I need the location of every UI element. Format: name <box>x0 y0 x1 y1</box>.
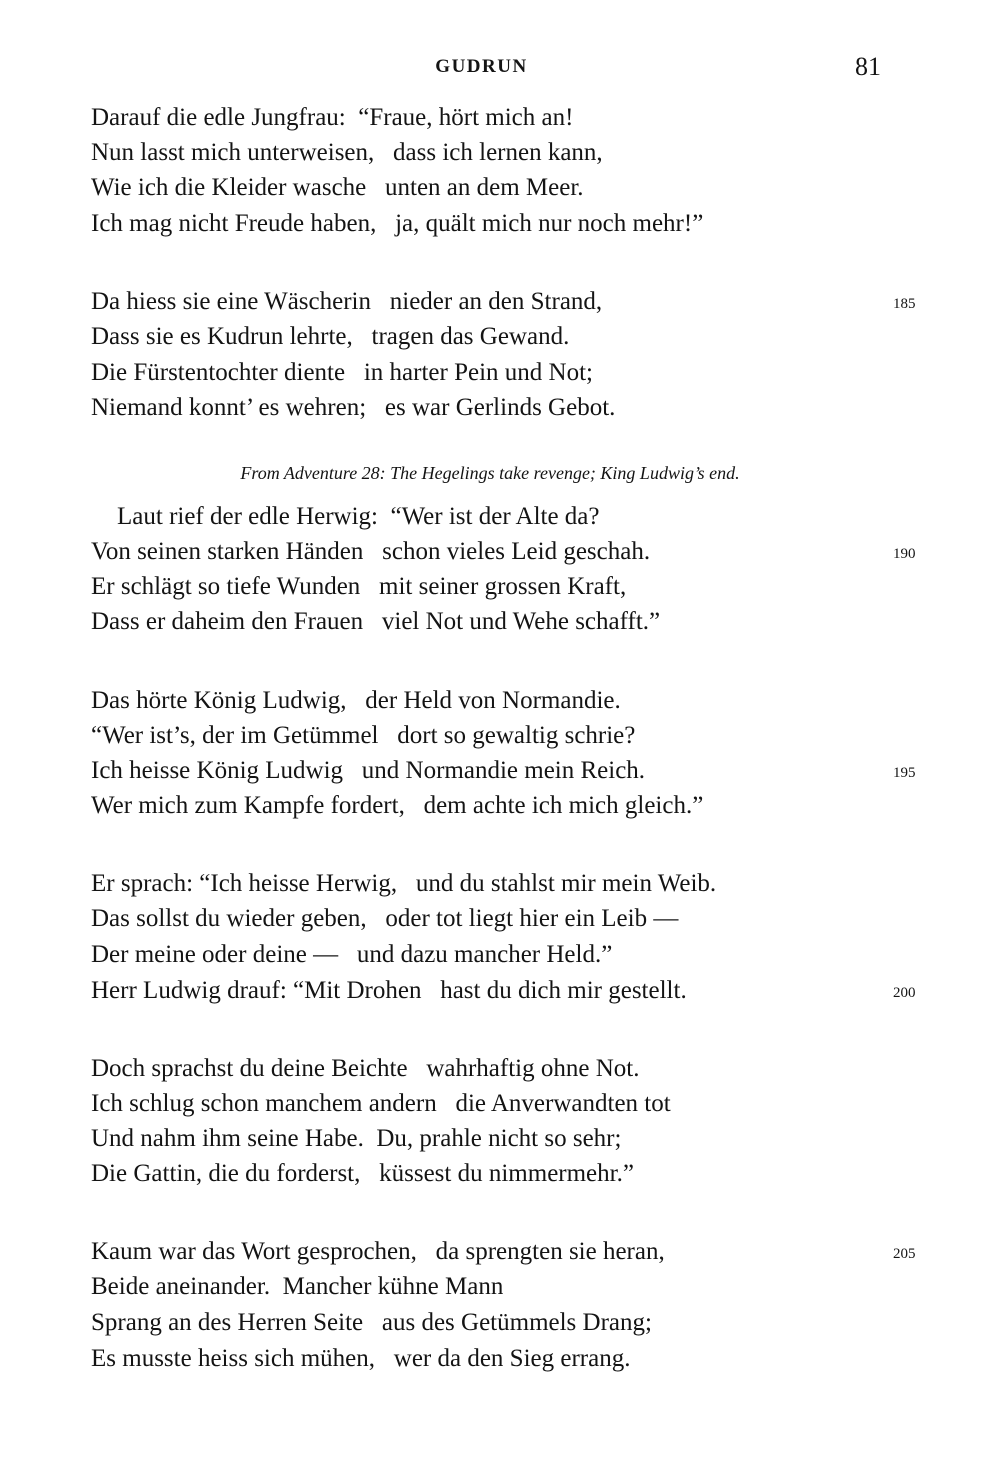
verse-line: Beide aneinander. Mancher kühne Mann <box>91 1273 504 1300</box>
verse-line: Ich schlug schon manchem andern die Anverwandten tot <box>91 1090 671 1117</box>
verse-line: Laut rief der edle Herwig: “Wer ist der Alte da? <box>117 503 600 530</box>
verse-line: Ich heisse König Ludwig und Normandie mein Reich. <box>91 757 646 784</box>
verse-line: Der meine oder deine — und dazu mancher Held.” <box>91 941 613 968</box>
verse-line: Wie ich die Kleider wasche unten an dem Meer. <box>91 174 584 201</box>
verse-line: Dass sie es Kudrun lehrte, tragen das Gewand. <box>91 323 570 350</box>
verse-line: Ich mag nicht Freude haben, ja, quält mich nur noch mehr!” <box>91 210 704 237</box>
verse-line: Die Gattin, die du forderst, küssest du nimmermehr.” <box>91 1160 634 1187</box>
verse-line: Das hörte König Ludwig, der Held von Normandie. <box>91 687 621 714</box>
page-number: 81 <box>855 52 881 81</box>
verse-line: “Wer ist’s, der im Getümmel dort so gewaltig schrie? <box>91 722 636 749</box>
verse-line: Da hiess sie eine Wäscherin nieder an den Strand, <box>91 288 603 315</box>
verse-line: Doch sprachst du deine Beichte wahrhaftig ohne Not. <box>91 1055 640 1082</box>
line-number: 190 <box>893 546 916 562</box>
verse-line: Das sollst du wieder geben, oder tot liegt hier ein Leib — <box>91 905 679 932</box>
line-number: 185 <box>893 296 916 312</box>
verse-line: Darauf die edle Jungfrau: “Fraue, hört mich an! <box>91 104 574 131</box>
verse-line: Wer mich zum Kampfe fordert, dem achte ich mich gleich.” <box>91 792 704 819</box>
line-number: 205 <box>893 1246 916 1262</box>
verse-line: Die Fürstentochter diente in harter Pein und Not; <box>91 359 593 386</box>
verse-line: Kaum war das Wort gesprochen, da sprengten sie heran, <box>91 1238 665 1265</box>
verse-line: Er sprach: “Ich heisse Herwig, und du stahlst mir mein Weib. <box>91 870 717 897</box>
verse-line: Nun lasst mich unterweisen, dass ich lernen kann, <box>91 139 603 166</box>
line-number: 200 <box>893 985 916 1001</box>
section-heading: From Adventure 28: The Hegelings take revenge; King Ludwig’s end. <box>240 463 740 483</box>
verse-line: Von seinen starken Händen schon vieles Leid geschah. <box>91 538 651 565</box>
line-number: 195 <box>893 765 916 781</box>
verse-line: Niemand konnt’ es wehren; es war Gerlinds Gebot. <box>91 394 616 421</box>
verse-line: Er schlägt so tiefe Wunden mit seiner grossen Kraft, <box>91 573 627 600</box>
verse-line: Dass er daheim den Frauen viel Not und Wehe schafft.” <box>91 608 661 635</box>
verse-line: Sprang an des Herren Seite aus des Getümmels Drang; <box>91 1309 652 1336</box>
running-title: GUDRUN <box>435 56 528 77</box>
verse-line: Und nahm ihm seine Habe. Du, prahle nicht so sehr; <box>91 1125 622 1152</box>
verse-line: Es musste heiss sich mühen, wer da den Sieg errang. <box>91 1345 631 1372</box>
verse-line: Herr Ludwig drauf: “Mit Drohen hast du dich mir gestellt. <box>91 977 687 1004</box>
